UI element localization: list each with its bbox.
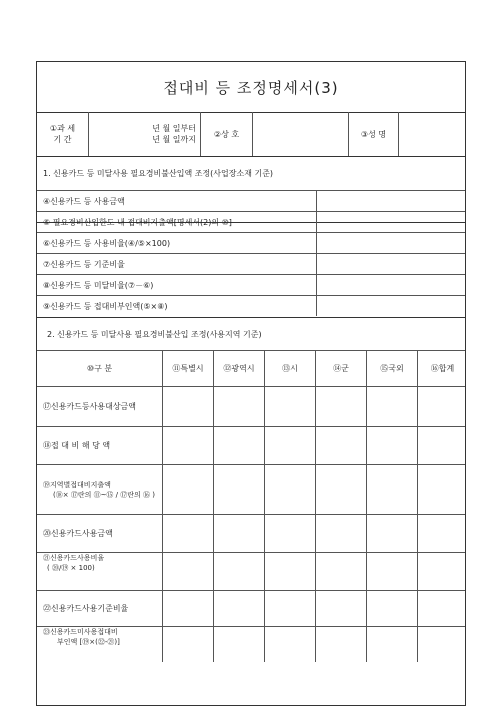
table-header-row: ⑩구 분 ⑪특별시 ⑫광역시 ⑬시 ⑭군 ⑮국외 ⑯합계 [37, 350, 465, 386]
section1-rows [37, 190, 465, 316]
info-row [37, 112, 465, 157]
row-disallowed-amount[interactable]: ⑨신용카드 등 접대비부인액(⑤×⑧) [37, 295, 465, 316]
table-row[interactable]: ⑱접 대 비 해 당 액 [37, 426, 465, 464]
trade-name-value[interactable] [253, 112, 349, 156]
table-row[interactable]: ⑲지역별접대비지출액 (⑱× ⑰란의 ⑪~⑮ / ⑰란의 ⑯ ) [37, 464, 465, 514]
section2-table [37, 350, 465, 662]
form-frame [36, 61, 466, 706]
tax-period-label: ①과 세 기 간 [37, 112, 89, 156]
table-row[interactable]: ㉒신용카드사용기준비율 [37, 590, 465, 626]
name-value[interactable] [399, 112, 467, 156]
row-shortfall-ratio[interactable]: ⑧신용카드 등 미달비율(⑦－⑥) [37, 274, 465, 295]
table-row[interactable]: ⑳신용카드사용금액 [37, 514, 465, 552]
table-row[interactable]: ㉑신용카드사용비율 ( ⑳/⑲ × 100) [37, 552, 465, 590]
section1-heading: 1. 신용카드 등 미달사용 필요경비불산입액 조정(사업장소재 기준) [43, 168, 274, 178]
section2-heading: 2. 신용카드 등 미달사용 필요경비불산입 조정(사용지역 기준) [37, 317, 465, 350]
period-range[interactable]: 년 월 일부터 년 월 일까지 [89, 112, 201, 156]
row-deductible-limit[interactable]: ⑤ 필요경비산입한도 내 접대비지출액[명세서(2)의 ⑩] [37, 211, 465, 232]
form-title: 접대비 등 조정명세서(3) [37, 62, 465, 113]
trade-name-label: ②상 호 [201, 112, 253, 156]
row-usage-ratio[interactable]: ⑥신용카드 등 사용비율(④/⑤×100) [37, 232, 465, 253]
name-label: ③성 명 [349, 112, 399, 156]
table-row[interactable]: ⑰신용카드등사용대상금액 [37, 386, 465, 426]
row-standard-ratio[interactable]: ⑦신용카드 등 기준비율 [37, 253, 465, 274]
table-row[interactable]: ㉓신용카드미사용접대비 부인액 [⑲×(㉒-㉑)] [37, 626, 465, 662]
row-card-usage[interactable]: ④신용카드 등 사용금액 [37, 190, 465, 211]
